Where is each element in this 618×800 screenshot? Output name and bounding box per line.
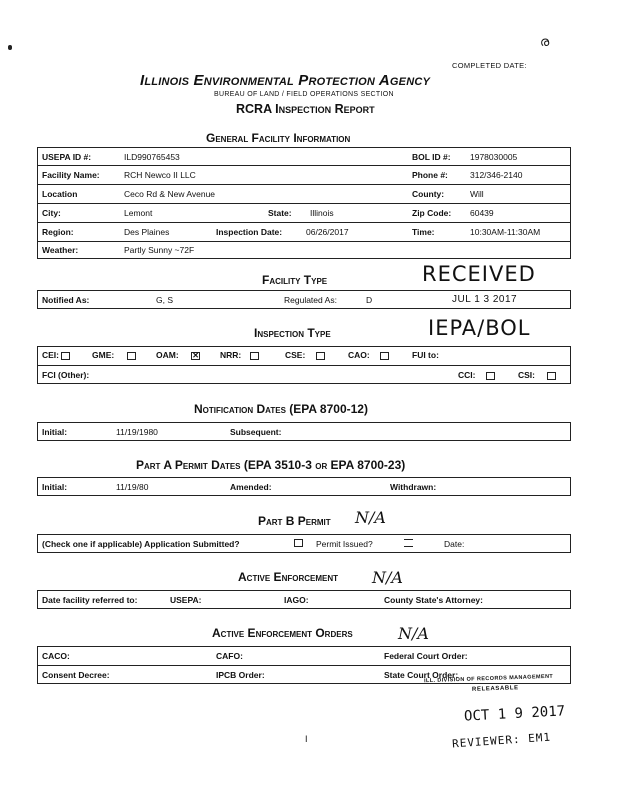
usepa-referral-label: USEPA: (170, 595, 202, 605)
county-label: County: (412, 189, 445, 199)
received-stamp-date: JUL 1 3 2017 (452, 294, 518, 305)
oam-label: OAM: ✕ (156, 350, 199, 360)
subsequent-label: Subsequent: (230, 427, 282, 437)
state-value: Illinois (310, 208, 334, 218)
stray-mark (8, 45, 12, 50)
notification-initial-label: Initial: (42, 427, 68, 437)
csi-label: CSI: (518, 370, 556, 380)
notification-heading: Notification Dates (EPA 8700-12) (194, 402, 368, 416)
time-label: Time: (412, 227, 435, 237)
orders-handwritten-na: N/A (398, 624, 429, 643)
notification-initial-value: 11/19/1980 (116, 427, 158, 437)
csi-checkbox[interactable] (547, 372, 556, 380)
bureau-line: BUREAU OF LAND / FIELD OPERATIONS SECTION (214, 91, 394, 98)
nrr-label: NRR: (220, 350, 259, 360)
state-court-order-label: State Court Order: (384, 670, 459, 680)
weather-value: Partly Sunny ~72F (124, 245, 195, 255)
weather-label: Weather: (42, 245, 79, 255)
gme-checkbox[interactable] (127, 352, 136, 360)
general-row-divider (37, 203, 571, 204)
county-attorney-label: County State's Attorney: (384, 595, 483, 605)
enforcement-handwritten-na: N/A (372, 568, 403, 587)
usepa-id-label: USEPA ID #: (42, 152, 92, 162)
zip-label: Zip Code: (412, 208, 452, 218)
releasable-stamp: RELEASABLE (471, 685, 519, 693)
withdrawn-label: Withdrawn: (390, 482, 437, 492)
reviewer-stamp: REVIEWER: EM1 (451, 730, 552, 751)
ipcb-order-label: IPCB Order: (216, 670, 265, 680)
location-value: Ceco Rd & New Avenue (124, 189, 216, 199)
application-submitted-checkbox[interactable] (294, 539, 303, 547)
orders-heading: Active Enforcement Orders (212, 626, 353, 640)
cao-checkbox[interactable] (380, 352, 389, 360)
permit-issued-label: Permit Issued? (316, 539, 373, 549)
inspection-row-divider (37, 365, 571, 366)
orders-row-divider (37, 665, 571, 666)
completed-date-label: COMPLETED DATE: (452, 61, 527, 70)
inspection-date-value: 06/26/2017 (306, 227, 349, 237)
part-a-initial-value: 11/19/80 (116, 482, 149, 492)
corner-mark: ര (540, 34, 550, 49)
time-value: 10:30AM-11:30AM (470, 227, 541, 237)
cafo-label: CAFO: (216, 651, 243, 661)
region-label: Region: (42, 227, 74, 237)
consent-decree-label: Consent Decree: (42, 670, 110, 680)
iago-label: IAGO: (284, 595, 309, 605)
notified-as-label: Notified As: (42, 295, 90, 305)
regulated-as-value: D (366, 295, 373, 305)
agency-title: Illinois Environmental Protection Agency (140, 72, 431, 89)
nrr-checkbox[interactable] (250, 352, 259, 360)
cse-checkbox[interactable] (316, 352, 325, 360)
bol-id-label: BOL ID #: (412, 152, 451, 162)
region-value: Des Plaines (124, 227, 170, 237)
location-label: Location (42, 189, 78, 199)
cci-label: CCI: (458, 370, 495, 380)
usepa-id-value: ILD990765453 (124, 152, 180, 162)
part-a-heading: Part A Permit Dates (EPA 3510-3 or EPA 8700-23) (136, 458, 406, 472)
general-row-divider (37, 165, 571, 166)
inspection-date-label: Inspection Date: (216, 227, 283, 237)
page-mark: I (305, 734, 308, 744)
cei-checkbox[interactable] (61, 352, 70, 360)
federal-court-order-label: Federal Court Order: (384, 651, 468, 661)
referred-label: Date facility referred to: (42, 595, 138, 605)
application-submitted-label: (Check one if applicable) Application Submitted? (42, 539, 240, 549)
bol-id-value: 1978030005 (470, 152, 518, 162)
phone-label: Phone #: (412, 170, 448, 180)
general-heading: General Facility Information (206, 131, 351, 145)
facility-name-label: Facility Name: (42, 170, 100, 180)
county-value: Will (470, 189, 484, 199)
fci-other-label: FCI (Other): (42, 370, 90, 380)
general-row-divider (37, 241, 571, 242)
part-b-handwritten-na: N/A (355, 508, 386, 527)
release-date-stamp: OCT 1 9 2017 (463, 703, 566, 725)
general-row-divider (37, 184, 571, 185)
permit-issued-checkbox[interactable] (404, 539, 413, 547)
inspection-type-heading: Inspection Type (254, 326, 331, 340)
report-title: RCRA Inspection Report (236, 102, 375, 116)
enforcement-heading: Active Enforcement (238, 570, 339, 584)
facility-name-value: RCH Newco II LLC (124, 170, 196, 180)
caco-label: CACO: (42, 651, 70, 661)
phone-value: 312/346-2140 (470, 170, 523, 180)
city-value: Lemont (124, 208, 153, 218)
gme-label: GME: (92, 350, 136, 360)
cao-label: CAO: (348, 350, 389, 360)
cei-label: CEI: (42, 350, 70, 360)
part-b-date-label: Date: (444, 539, 465, 549)
part-b-heading: Part B Permit (258, 514, 331, 528)
records-management-stamp: ILL. DIVISION OF RECORDS MANAGEMENT (423, 673, 554, 685)
part-a-initial-label: Initial: (42, 482, 68, 492)
regulated-as-label: Regulated As: (284, 295, 337, 305)
state-label: State: (268, 208, 292, 218)
received-stamp: RECEIVED (422, 262, 536, 286)
oam-checkbox[interactable]: ✕ (192, 350, 199, 360)
city-label: City: (42, 208, 61, 218)
zip-value: 60439 (470, 208, 494, 218)
cse-label: CSE: (285, 350, 325, 360)
amended-label: Amended: (230, 482, 272, 492)
iepa-bol-stamp: IEPA/BOL (428, 316, 531, 340)
fui-label: FUI to: (412, 350, 439, 360)
facility-type-heading: Facility Type (262, 273, 328, 287)
cci-checkbox[interactable] (486, 372, 495, 380)
notified-as-value: G, S (156, 295, 174, 305)
general-row-divider (37, 222, 571, 223)
